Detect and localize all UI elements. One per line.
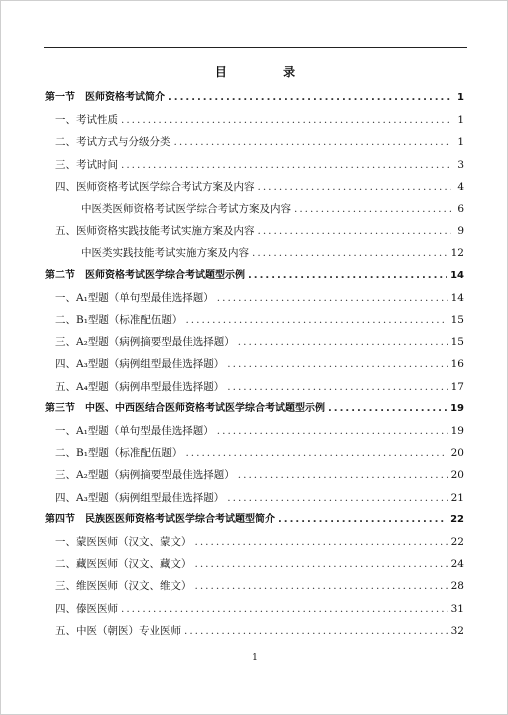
toc-entry-label: 四、A₃型题（病例组型最佳选择题） <box>55 491 225 504</box>
toc-entry-label: 三、A₂型题（病例摘要型最佳选择题） <box>55 336 235 349</box>
toc-entry-label: 第四节 民族医医师资格考试医学综合考试题型简介 <box>45 513 275 525</box>
toc-dot-leader <box>227 487 447 509</box>
toc-dot-leader <box>184 620 448 642</box>
toc-entry[interactable] <box>55 575 464 597</box>
toc-entry-label: 一、考试性质 <box>55 114 118 127</box>
toc-dot-leader <box>195 553 448 575</box>
toc-entry-label: 三、维医医师（汉文、维文） <box>55 580 192 593</box>
header-rule <box>44 47 467 48</box>
toc-entry[interactable] <box>55 176 464 198</box>
toc-dot-leader <box>121 109 451 131</box>
toc-entry-page-number: 14 <box>450 291 464 304</box>
toc-entry-label: 第一节 医师资格考试简介 <box>45 92 165 103</box>
toc-entry[interactable] <box>55 376 464 398</box>
toc-entry-page-number: 17 <box>450 380 464 393</box>
toc-entry-page-number: 32 <box>450 624 464 637</box>
toc-entry[interactable] <box>55 331 464 353</box>
toc-entry-page-number: 6 <box>457 203 464 215</box>
toc-dot-leader <box>121 154 451 176</box>
toc-entry[interactable] <box>55 309 464 331</box>
toc-entry[interactable] <box>55 109 464 131</box>
toc-entry-label: 一、A₁型题（单句型最佳选择题） <box>55 425 214 437</box>
page-number: 1 <box>252 653 258 663</box>
toc-section-entry[interactable] <box>45 398 464 420</box>
toc-entry-page-number: 20 <box>450 447 464 460</box>
toc-dot-leader <box>168 87 451 109</box>
toc-section-entry[interactable] <box>45 509 464 531</box>
toc-dot-leader <box>121 598 448 620</box>
toc-entry-page-number: 28 <box>450 580 464 593</box>
toc-entry-label: 二、藏医医师（汉文、藏文） <box>55 558 192 571</box>
toc-entry[interactable] <box>55 287 464 309</box>
toc-entry[interactable] <box>55 220 464 242</box>
toc-entry[interactable] <box>55 531 464 553</box>
toc-entry-label: 第三节 中医、中西医结合医师资格考试医学综合考试题型示例 <box>45 402 325 414</box>
toc-entry-page-number: 12 <box>450 247 464 260</box>
toc-entry-page-number: 1 <box>457 92 464 103</box>
toc-dot-leader <box>185 309 447 331</box>
toc-entry-label: 二、考试方式与分级分类 <box>55 136 171 149</box>
toc-entry-page-number: 19 <box>450 425 464 437</box>
toc-entry-page-number: 31 <box>450 602 464 615</box>
toc-entry-label: 四、傣医医师 <box>55 602 118 615</box>
toc-entry-label: 五、医师资格实践技能考试实施方案及内容 <box>55 225 255 238</box>
toc-entry-page-number: 20 <box>450 469 464 482</box>
toc-entry-page-number: 16 <box>450 358 464 371</box>
toc-section-entry[interactable] <box>45 265 464 287</box>
toc-dot-leader <box>238 331 448 353</box>
toc-entry-page-number: 3 <box>457 158 464 171</box>
toc-entry-label: 三、考试时间 <box>55 158 118 171</box>
toc-section-entry[interactable] <box>45 87 464 109</box>
toc-entry-page-number: 4 <box>457 180 464 193</box>
toc-entry-label: 中医类医师资格考试医学综合考试方案及内容 <box>81 203 291 215</box>
toc-dot-leader <box>252 242 448 264</box>
toc-entry[interactable] <box>81 242 464 264</box>
toc-entry-page-number: 22 <box>450 513 464 525</box>
toc-entry-label: 第二节 医师资格考试医学综合考试题型示例 <box>45 269 245 281</box>
toc-entry-page-number: 19 <box>450 402 464 414</box>
toc-entry-page-number: 15 <box>450 336 464 349</box>
toc-entry-label: 五、A₄型题（病例串型最佳选择题） <box>55 380 225 393</box>
toc-entry[interactable] <box>55 442 464 464</box>
toc-entry-page-number: 1 <box>457 114 464 127</box>
toc-entry-page-number: 1 <box>457 136 464 149</box>
toc-entry-label: 一、蒙医医师（汉文、蒙文） <box>55 536 192 548</box>
toc-entry-label: 二、B₁型题（标准配伍题） <box>55 447 183 460</box>
toc-entry[interactable] <box>55 598 464 620</box>
toc-dot-leader <box>238 464 448 486</box>
toc-dot-leader <box>217 420 448 442</box>
toc-dot-leader <box>185 442 447 464</box>
toc-dot-leader <box>258 176 452 198</box>
toc-entry[interactable] <box>55 131 464 153</box>
toc-dot-leader <box>227 353 447 375</box>
toc-entry-label: 三、A₂型题（病例摘要型最佳选择题） <box>55 469 235 482</box>
toc-dot-leader <box>248 265 447 287</box>
toc-dot-leader <box>195 575 448 597</box>
toc-entry-label: 四、A₃型题（病例组型最佳选择题） <box>55 358 225 371</box>
toc-entry-page-number: 15 <box>450 314 464 326</box>
toc-dot-leader <box>227 376 447 398</box>
toc-dot-leader <box>258 220 452 242</box>
toc-entry[interactable] <box>55 154 464 176</box>
toc-entry-page-number: 24 <box>450 558 464 571</box>
toc-entry-page-number: 21 <box>450 491 464 504</box>
toc-entry-page-number: 14 <box>450 269 464 281</box>
toc-dot-leader <box>278 509 447 531</box>
toc-entry-label: 中医类实践技能考试实施方案及内容 <box>81 247 249 260</box>
toc-entry[interactable] <box>55 620 464 642</box>
toc-dot-leader <box>328 398 447 420</box>
toc-entry[interactable] <box>55 553 464 575</box>
toc-dot-leader <box>174 131 452 153</box>
toc-entry[interactable] <box>81 198 464 220</box>
toc-entry-label: 五、中医（朝医）专业医师 <box>55 624 181 637</box>
toc-dot-leader <box>195 531 448 553</box>
toc-entry-label: 一、A₁型题（单句型最佳选择题） <box>55 291 214 304</box>
toc-entry-label: 二、B₁型题（标准配伍题） <box>55 314 183 326</box>
toc-entry-page-number: 9 <box>457 225 464 238</box>
toc-dot-leader <box>294 198 451 220</box>
toc-entry-label: 四、医师资格考试医学综合考试方案及内容 <box>55 180 255 193</box>
toc-entry[interactable] <box>55 420 464 442</box>
toc-entry-page-number: 22 <box>450 536 464 548</box>
toc-dot-leader <box>217 287 448 309</box>
toc-entry[interactable] <box>55 464 464 486</box>
toc-entry[interactable] <box>55 353 464 375</box>
toc-title: 目 录 <box>214 65 322 79</box>
toc-entry[interactable] <box>55 487 464 509</box>
